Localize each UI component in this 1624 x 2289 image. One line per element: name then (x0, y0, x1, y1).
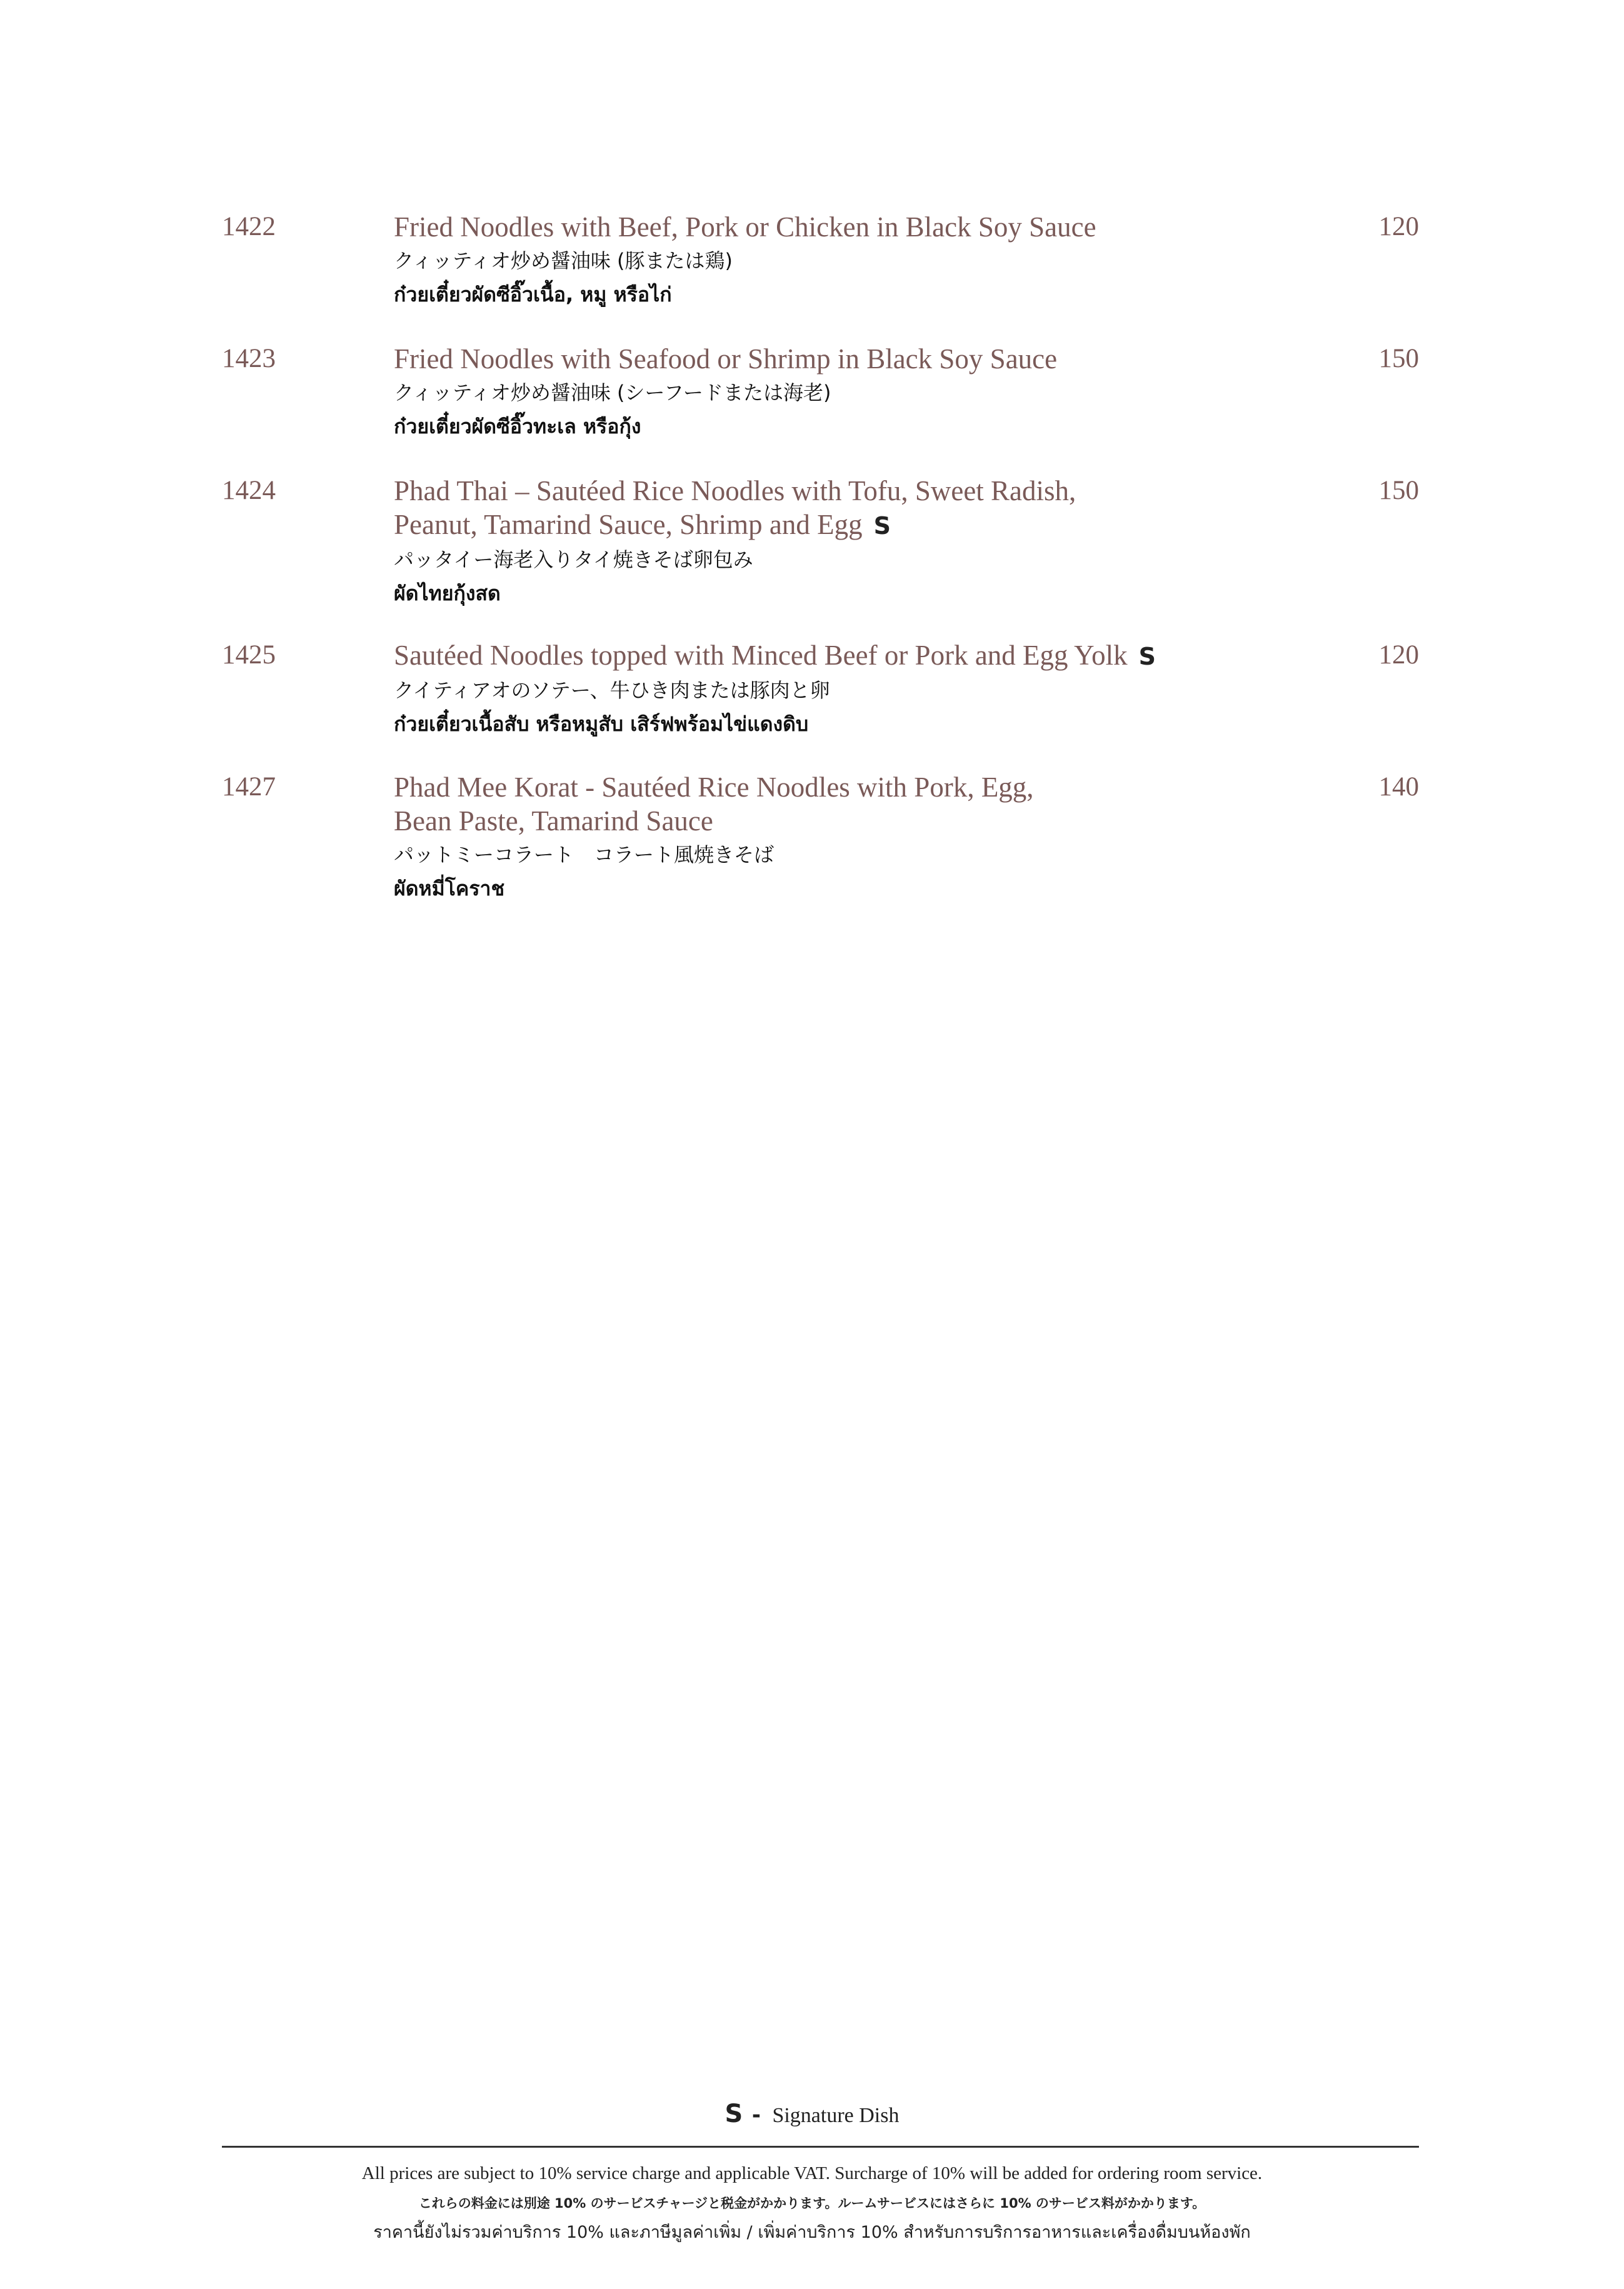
item-japanese-name: クィッティオ炒め醤油味 (豚または鶏) (394, 249, 733, 273)
item-name (394, 210, 1300, 244)
item-thai-name: ก๋วยเตี๋ยวเนื้อสับ หรือหมูสับ เสิร์ฟพร้อมไข่แดงดิบ (394, 712, 809, 736)
item-thai-name: ก๋วยเตี๋ยวผัดซีอิ๊วทะเล หรือกุ้ง (394, 415, 641, 438)
item-description (394, 638, 1300, 741)
item-price: 140 (1378, 772, 1419, 802)
footer-note-japanese: これらの料金には別途 10% のサービスチャージと税金がかかります。ルームサービスにはさらに 10% のサービス料がかかります。 (418, 2196, 1206, 2211)
item-description (394, 770, 1300, 905)
signature-icon: S (873, 512, 891, 540)
item-name (394, 474, 1300, 543)
menu-item (222, 474, 1419, 638)
signature-icon: S (724, 2100, 743, 2128)
item-code: 1424 (222, 476, 276, 505)
footer-divider (222, 2146, 1419, 2148)
item-name (394, 638, 1300, 673)
item-name (394, 342, 1300, 376)
item-code: 1425 (222, 640, 276, 670)
item-name-line: Peanut, Tamarind Sauce, Shrimp and Egg (394, 509, 863, 540)
item-code: 1422 (222, 212, 276, 241)
item-thai-name: ผัดไทยกุ้งสด (394, 581, 501, 605)
menu-item (222, 638, 1419, 770)
menu-list (222, 210, 1419, 935)
item-japanese-name: パットミーコラート コラート風焼きそば (394, 843, 774, 867)
item-description (394, 342, 1300, 443)
item-price: 150 (1378, 476, 1419, 505)
item-code: 1423 (222, 344, 276, 373)
footer-note-english: All prices are subject to 10% service charge and applicable VAT. Surcharge of 10% will be added for ordering room service. (361, 2163, 1263, 2183)
item-japanese-name: クイティアオのソテー、牛ひき肉または豚肉と卵 (394, 678, 830, 702)
legend-dash: - (751, 2103, 761, 2128)
item-japanese-name: パッタイー海老入りタイ焼きそば卵包み (394, 548, 753, 571)
signature-icon: S (1138, 643, 1156, 670)
footer-note-thai: ราคานี้ยังไม่รวมค่าบริการ 10% และภาษีมูลค่าเพิ่ม / เพิ่มค่าบริการ 10% สำหรับการบริการอาหารและเครื่องดื่มบนห้องพัก (373, 2223, 1251, 2242)
item-name-line: Fried Noodles with Seafood or Shrimp in Black Soy Sauce (394, 343, 1058, 375)
item-code: 1427 (222, 772, 276, 802)
menu-item (222, 342, 1419, 474)
item-japanese-name: クィッティオ炒め醤油味 (シーフードまたは海老) (394, 381, 831, 405)
signature-legend (0, 2100, 1624, 2128)
item-description (394, 474, 1300, 610)
item-price: 120 (1378, 640, 1419, 670)
item-name (394, 770, 1300, 838)
item-thai-name: ผัดหมี่โคราช (394, 877, 505, 900)
item-name-line: Sautéed Noodles topped with Minced Beef or Pork and Egg Yolk (394, 640, 1128, 671)
item-name-line: Bean Paste, Tamarind Sauce (394, 805, 713, 837)
menu-item (222, 770, 1419, 935)
item-name-line: Phad Thai – Sautéed Rice Noodles with Tofu, Sweet Radish, (394, 475, 1076, 506)
item-name-line: Phad Mee Korat - Sautéed Rice Noodles with Pork, Egg, (394, 772, 1034, 803)
legend-label: Signature Dish (772, 2104, 900, 2127)
item-thai-name: ก๋วยเตี๋ยวผัดซีอิ๊วเนื้อ, หมู หรือไก่ (394, 283, 672, 306)
menu-item (222, 210, 1419, 342)
item-price: 120 (1378, 212, 1419, 241)
item-price: 150 (1378, 344, 1419, 373)
item-description (394, 210, 1300, 311)
item-name-line: Fried Noodles with Beef, Pork or Chicken in Black Soy Sauce (394, 211, 1096, 243)
